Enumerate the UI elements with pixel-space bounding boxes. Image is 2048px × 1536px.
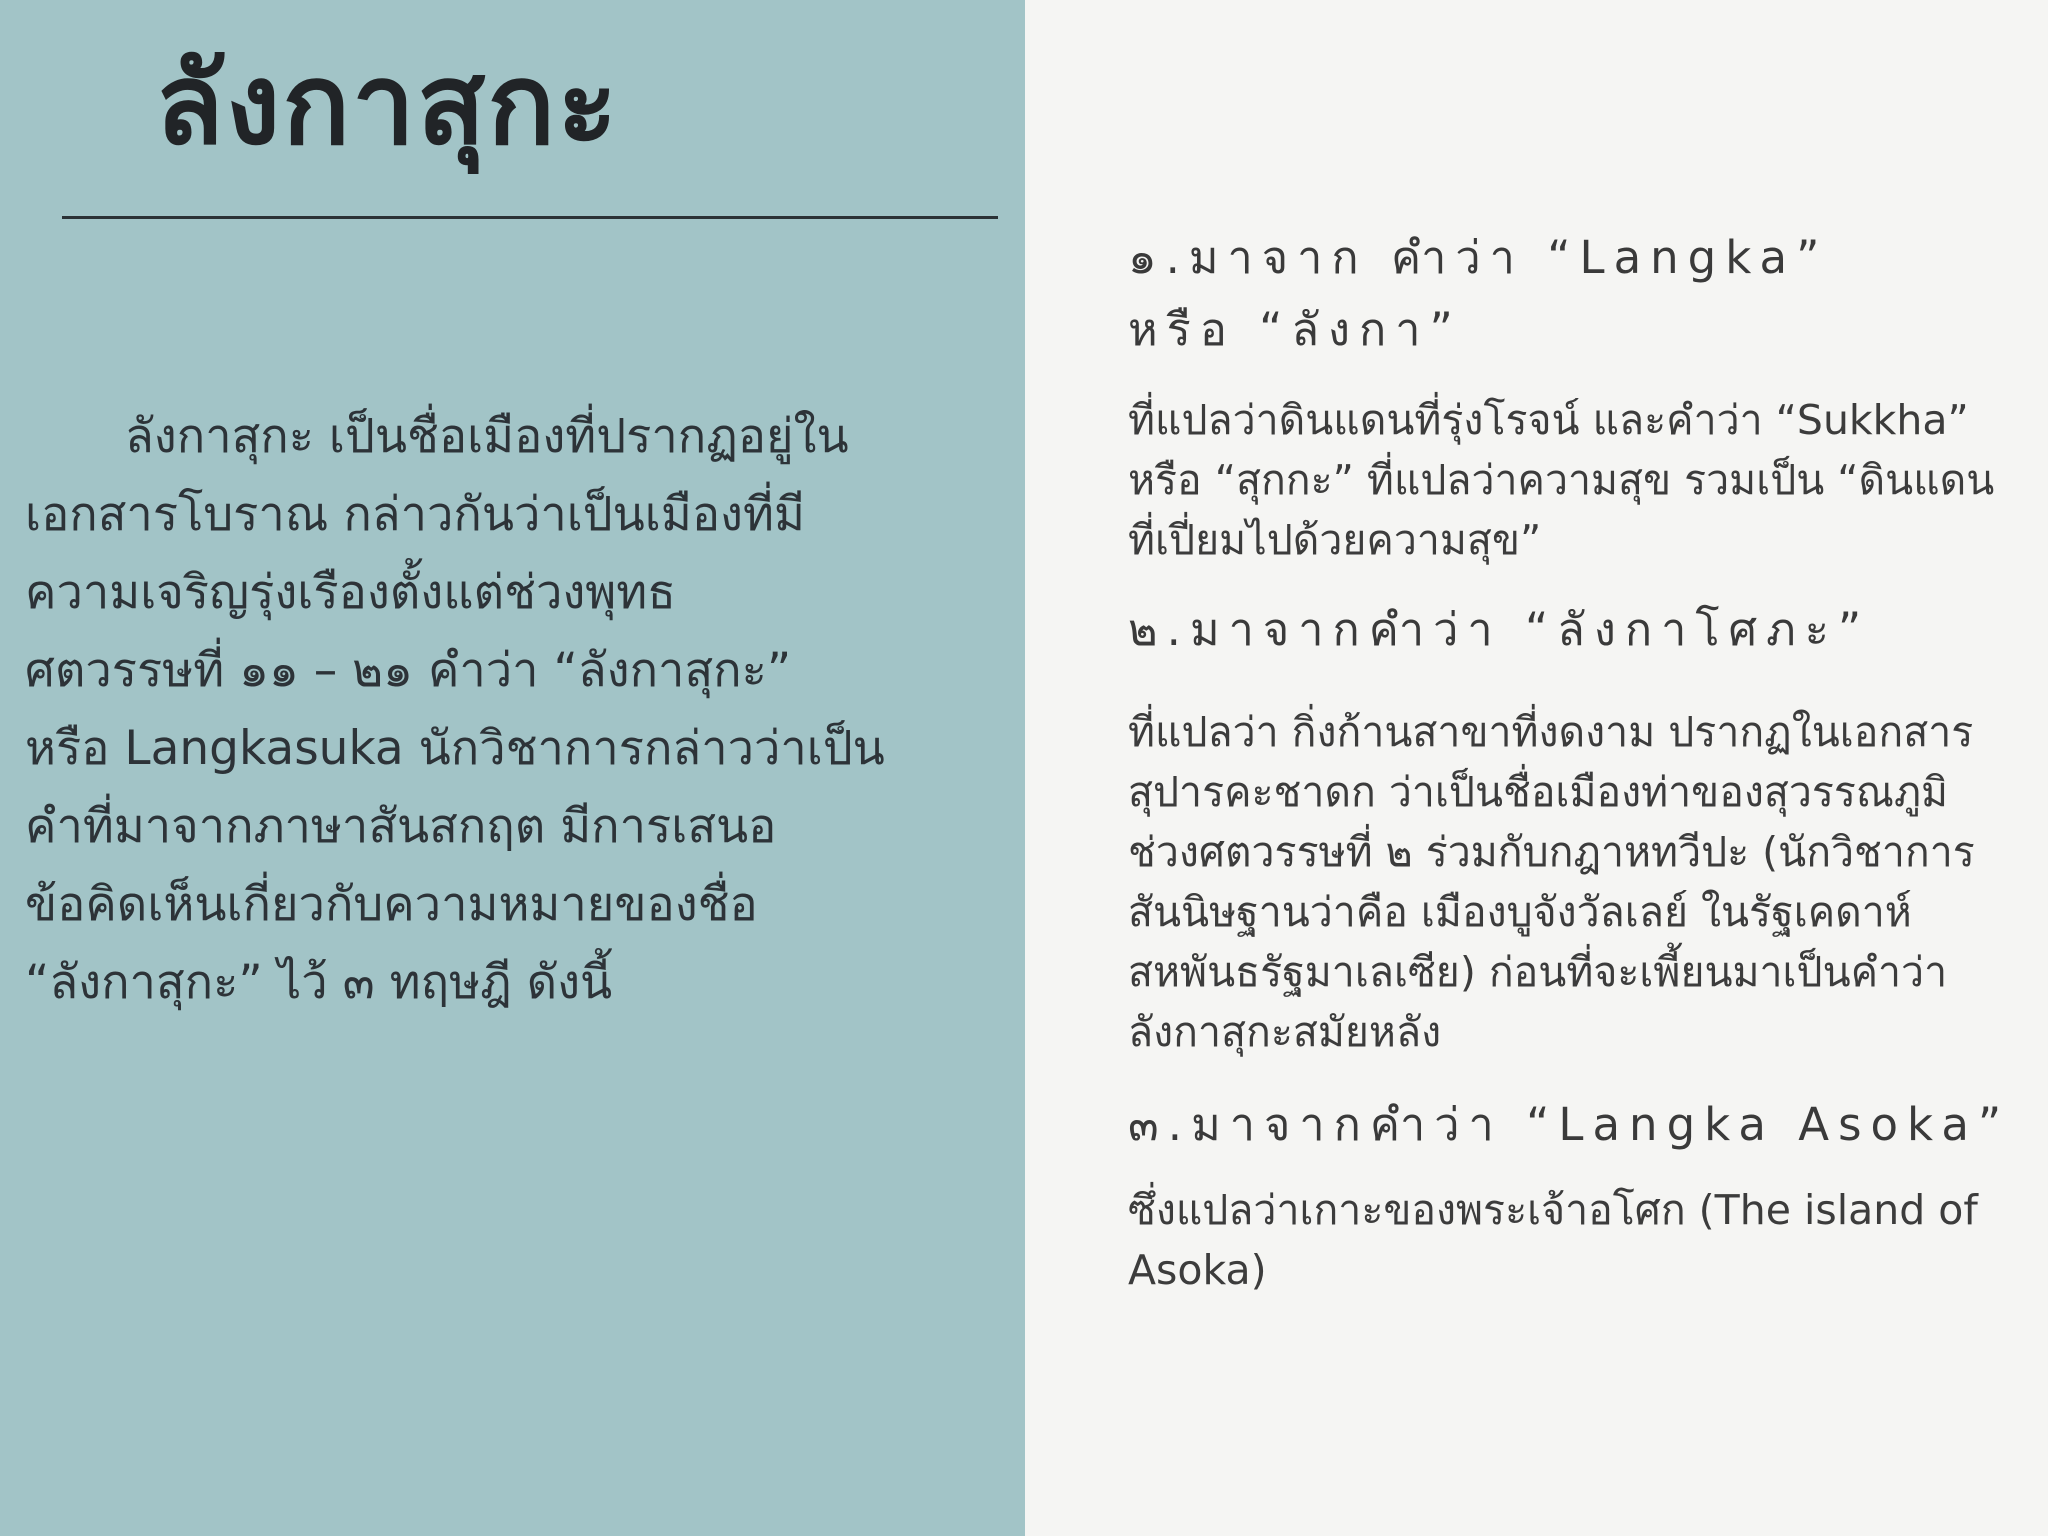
title-underline-rule xyxy=(62,216,998,219)
theory-2-body-line: สันนิษฐานว่าคือ เมืองบูจังวัลเลย์ ในรัฐเคดาห์ xyxy=(1128,888,1912,936)
theory-2-body-line: สหพันธรัฐมาเลเซีย) ก่อนที่จะเพี้ยนมาเป็นคำว่า xyxy=(1128,948,1948,996)
theory-2-heading xyxy=(1128,594,1988,666)
intro-paragraph-line: เอกสารโบราณ กล่าวกันว่าเป็นเมืองที่มี xyxy=(25,487,805,542)
theory-3-body xyxy=(1128,1180,1988,1300)
theory-1-body-line: ที่เปี่ยมไปด้วยความสุข” xyxy=(1128,516,1542,564)
intro-paragraph-line: หรือ Langkasuka นักวิชาการกล่าวว่าเป็น xyxy=(25,721,885,776)
page-title: ลังกาสุกะ xyxy=(155,40,620,170)
intro-paragraph-line: “ลังกาสุกะ” ไว้ ๓ ทฤษฎี ดังนี้ xyxy=(25,955,613,1010)
intro-paragraph-line: ลังกาสุกะ เป็นชื่อเมืองที่ปรากฏอยู่ใน xyxy=(125,409,849,464)
theory-3-heading-line: ๓.มาจากคำว่า “Langka Asoka” xyxy=(1128,1098,2011,1151)
theory-3-body-line: Asoka) xyxy=(1128,1246,1267,1294)
theory-1-body xyxy=(1128,390,1995,570)
intro-paragraph-line: คำที่มาจากภาษาสันสกฤต มีการเสนอ xyxy=(25,799,777,854)
intro-paragraph xyxy=(25,398,1025,1022)
theory-2-body-line: สุปารคะชาดก ว่าเป็นชื่อเมืองท่าของสุวรรณภูมิ xyxy=(1128,768,1949,816)
theory-3-heading xyxy=(1128,1089,2011,1161)
theory-3-body-line: ซึ่งแปลว่าเกาะของพระเจ้าอโศก (The island of xyxy=(1128,1186,1978,1234)
theory-1-body-line: ที่แปลว่าดินแดนที่รุ่งโรจน์ และคำว่า “Sukkha” xyxy=(1128,396,1969,444)
theory-2-heading-line: ๒.มาจากคำว่า “ลังกาโศภะ” xyxy=(1128,603,1871,656)
theory-2-body-line: ลังกาสุกะสมัยหลัง xyxy=(1128,1008,1442,1056)
theory-1-heading-line: ๑.มาจาก คำว่า “Langka” xyxy=(1128,231,1829,284)
theory-1-body-line: หรือ “สุกกะ” ที่แปลว่าความสุข รวมเป็น “ดินแดน xyxy=(1128,456,1995,504)
theory-1-heading xyxy=(1128,222,1988,366)
theory-2-body xyxy=(1128,702,1988,1062)
theory-2-body-line: ที่แปลว่า กิ่งก้านสาขาที่งดงาม ปรากฏในเอกสาร xyxy=(1128,708,1974,756)
theory-2-body-line: ช่วงศตวรรษที่ ๒ ร่วมกับกฎาหทวีปะ (นักวิชาการ xyxy=(1128,828,1975,876)
intro-paragraph-line: ศตวรรษที่ ๑๑ – ๒๑ คำว่า “ลังกาสุกะ” xyxy=(25,643,792,698)
theory-1-heading-line: หรือ “ลังกา” xyxy=(1128,303,1462,356)
intro-paragraph-line: ความเจริญรุ่งเรืองตั้งแต่ช่วงพุทธ xyxy=(25,565,676,620)
intro-paragraph-line: ข้อคิดเห็นเกี่ยวกับความหมายของชื่อ xyxy=(25,877,758,932)
